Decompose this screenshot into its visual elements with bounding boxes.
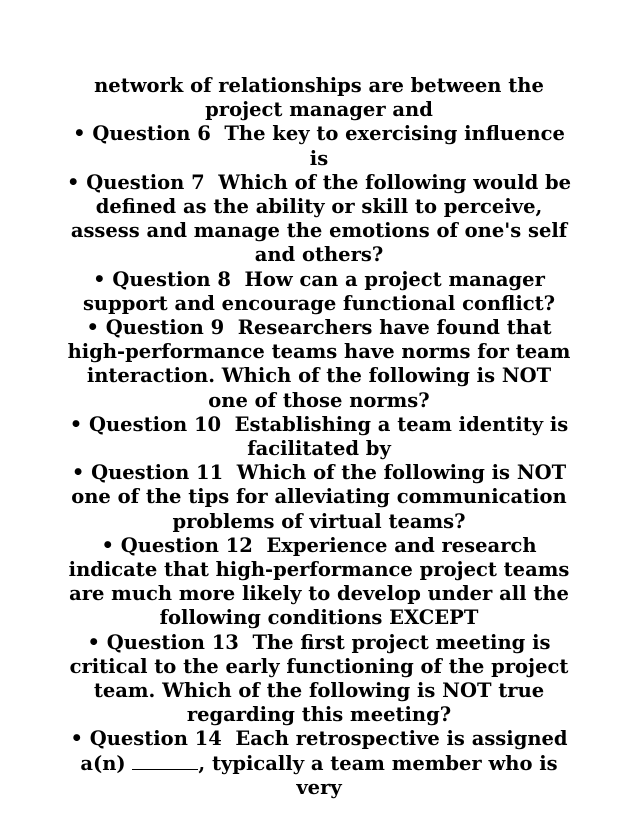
question-text: Researchers have found that high-performance teams have norms for team interaction. Which of the following is NOT one of those norms? [67,316,571,412]
question-text: How can a project manager support and encourage functional conflict? [82,267,556,315]
question-item [64,413,574,461]
question-label: Question 6 [92,122,211,146]
question-item [64,631,574,728]
question-label: Question 12 [120,533,253,557]
question-text: The key to exercising influence is [224,122,565,170]
question-text: The first project meeting is critical to the early functioning of the project team. Which of the following is NOT true regarding this meeting? [69,630,569,727]
question-text: Which of the following is NOT one of the tips for alleviating communication problems of virtual teams? [71,461,567,533]
question-text: Experience and research indicate that high-performance project teams are much more likely to develop under all the following conditions EXCEPT [68,533,570,630]
question-item [64,171,574,268]
bullet: • [71,461,85,485]
question-item [64,534,574,631]
bullet: • [66,170,80,194]
question-item [64,268,574,316]
question-label: Question 9 [105,316,225,340]
bullet: • [70,727,83,751]
question-item [64,727,574,800]
question-label: Question 10 [89,412,222,436]
bullet: • [86,316,99,340]
question-label: Question 8 [112,267,231,291]
document-page [64,74,574,800]
question-item [64,122,574,170]
fill-in-blank [132,753,198,770]
bullet: • [69,412,83,436]
question-label: Question 7 [86,170,205,194]
question-label: Question 13 [106,630,239,654]
question-text-continued: , typically a team member who is very [198,751,558,799]
bullet: • [93,267,106,291]
question-text: Each retrospective is assigned a(n) [80,727,568,775]
bullet: • [87,630,100,654]
bullet: • [73,122,86,146]
question-text: Establishing a team identity is facilitated by [234,412,569,461]
question-label: Question 11 [91,461,224,485]
bullet: • [101,533,114,557]
question-item [64,461,574,534]
question-text: Which of the following would be defined as the ability or skill to perceive, assess and manage the emotions of one's self and others? [70,170,572,267]
question-label: Question 14 [89,727,222,751]
intro-text: network of relationships are between the project manager and [94,74,544,122]
question-item [64,316,574,413]
